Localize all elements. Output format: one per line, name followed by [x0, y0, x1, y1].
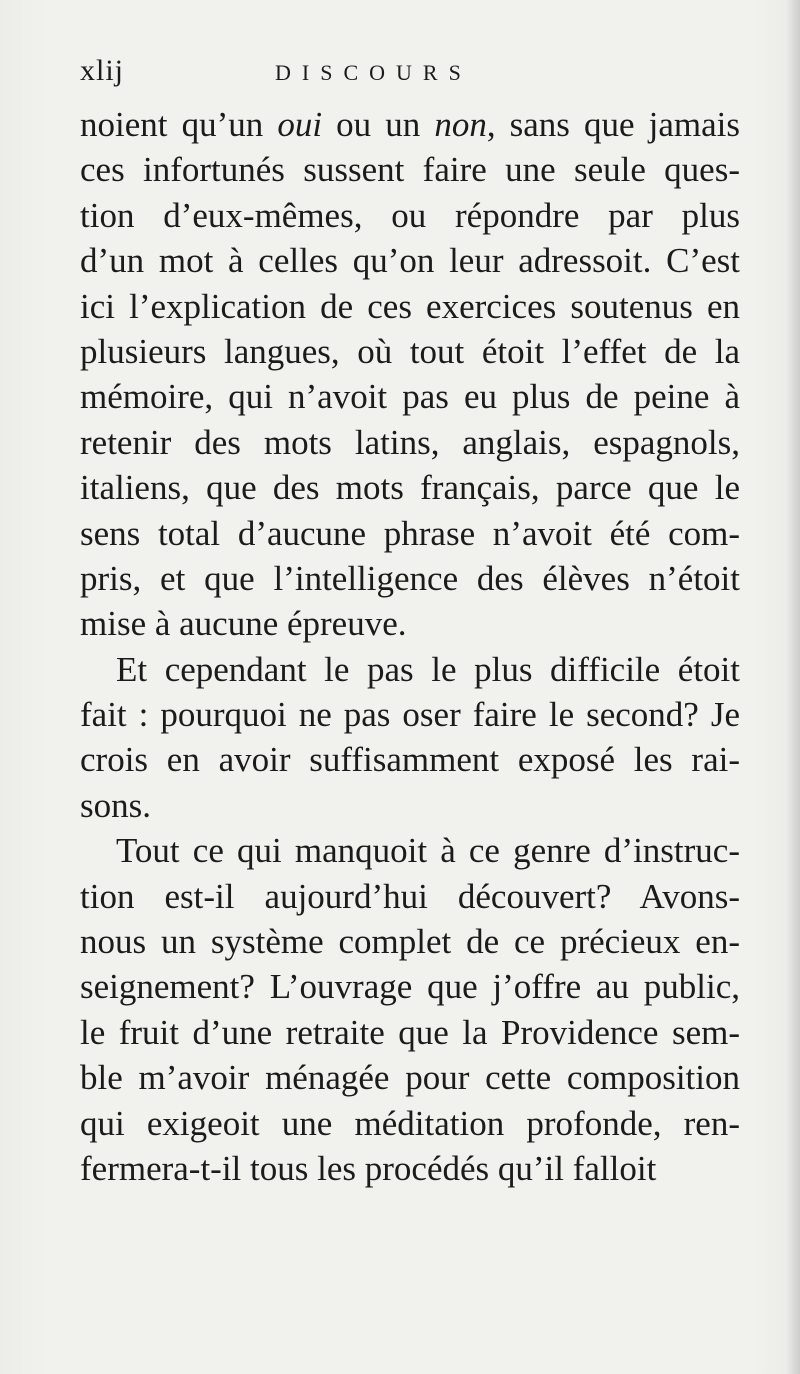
- text-segment: sens total d’aucune phrase n’avoit été com-: [80, 513, 740, 553]
- text-line: [80, 1146, 740, 1191]
- text-line: [80, 647, 740, 692]
- text-line: [80, 193, 740, 238]
- text-line: [80, 147, 740, 192]
- text-segment: noient qu’un: [80, 105, 278, 144]
- text-segment: ici l’explication de ces exercices soutenus en: [80, 286, 740, 326]
- text-line: [80, 783, 740, 828]
- italic-word: non: [434, 105, 487, 144]
- text-segment: mémoire, qui n’avoit pas eu plus de peine à: [80, 377, 740, 417]
- body-text: [80, 102, 740, 1191]
- text-line: [80, 238, 740, 283]
- text-segment: pris, et que l’intelligence des élèves n’étoit: [80, 558, 740, 598]
- text-line: [80, 828, 740, 873]
- text-segment: ou un: [322, 105, 435, 144]
- text-line: [80, 1010, 740, 1055]
- paragraph: [80, 102, 740, 647]
- text-segment: Tout ce qui manquoit à ce genre d’instruc-: [116, 831, 740, 871]
- text-segment: sons.: [80, 785, 151, 825]
- text-line: [80, 374, 740, 419]
- text-line: [80, 919, 740, 964]
- italic-word: oui: [277, 105, 323, 144]
- text-line: [80, 556, 740, 601]
- page-header: [80, 54, 740, 94]
- text-line: [80, 420, 740, 465]
- page-number: xlij: [80, 54, 125, 87]
- text-segment: Et cependant le pas le plus difficile étoit: [116, 649, 740, 689]
- text-line: [80, 329, 740, 374]
- text-line: [80, 601, 740, 646]
- text-segment: tion est-il aujourd’hui découvert? Avons-: [80, 876, 740, 916]
- text-segment: ble m’avoir ménagée pour cette composition: [80, 1058, 740, 1098]
- text-segment: qui exigeoit une méditation profonde, ren-: [80, 1103, 740, 1143]
- text-segment: nous un système complet de ce précieux en-: [80, 922, 740, 962]
- text-line: [80, 874, 740, 919]
- text-line: [80, 284, 740, 329]
- text-line: [80, 964, 740, 1009]
- text-line: [80, 102, 740, 147]
- text-segment: , sans que jamais: [486, 105, 740, 144]
- text-segment: crois en avoir suffisamment exposé les rai-: [80, 740, 740, 780]
- running-head: DISCOURS: [275, 60, 472, 85]
- text-line: [80, 511, 740, 556]
- text-segment: retenir des mots latins, anglais, espagnols,: [80, 422, 740, 462]
- text-segment: ces infortunés sussent faire une seule ques-: [80, 150, 740, 190]
- text-segment: italiens, que des mots français, parce que le: [80, 468, 740, 508]
- paragraph: [80, 647, 740, 829]
- text-segment: plusieurs langues, où tout étoit l’effet de la: [80, 331, 740, 371]
- text-line: [80, 737, 740, 782]
- text-line: [80, 1101, 740, 1146]
- text-segment: d’un mot à celles qu’on leur adressoit. C’est: [80, 241, 740, 281]
- text-segment: mise à aucune épreuve.: [80, 604, 407, 644]
- text-segment: tion d’eux-mêmes, ou répondre par plus: [80, 195, 740, 235]
- text-line: [80, 1055, 740, 1100]
- text-segment: fermera-t-il tous les procédés qu’il falloit: [80, 1148, 657, 1188]
- text-segment: fait : pourquoi ne pas oser faire le second? Je: [80, 695, 740, 735]
- gutter-shadow: [786, 0, 800, 1374]
- paragraph: [80, 828, 740, 1191]
- text-line: [80, 465, 740, 510]
- text-segment: seignement? L’ouvrage que j’offre au public,: [80, 967, 740, 1007]
- text-segment: le fruit d’une retraite que la Providence sem-: [80, 1012, 740, 1052]
- text-line: [80, 692, 740, 737]
